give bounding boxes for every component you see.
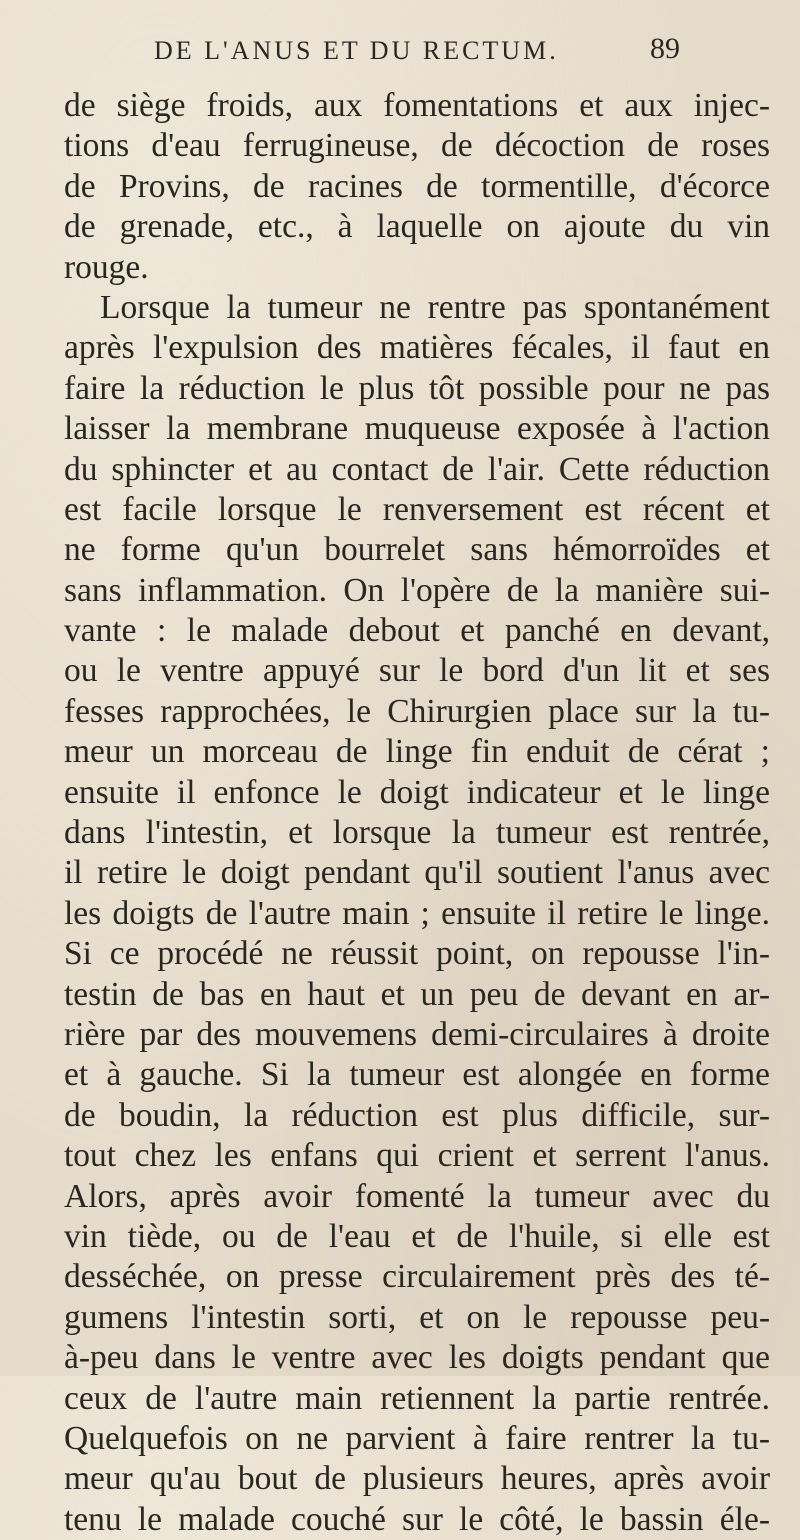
text-line: tenu le malade couché sur le côté, le bassin éle-	[64, 1500, 770, 1538]
text-line: vante : le malade debout et panché en devant,	[64, 612, 770, 650]
text-line: à-peu dans le ventre avec les doigts pendant que	[64, 1339, 770, 1377]
body-text	[64, 86, 770, 1540]
text-line: de siège froids, aux fomentations et aux injec-	[64, 87, 770, 124]
text-line: du sphincter et au contact de l'air. Cette réduction	[64, 450, 770, 488]
text-line: il retire le doigt pendant qu'il soutient l'anus avec	[64, 854, 770, 892]
text-line: tions d'eau ferrugineuse, de décoction de roses	[64, 127, 770, 165]
text-line: de Provins, de racines de tormentille, d'écorce	[64, 167, 770, 205]
running-head	[140, 30, 680, 70]
text-line: faire la réduction le plus tôt possible pour ne pas	[64, 369, 770, 407]
text-line: meur qu'au bout de plusieurs heures, après avoir	[64, 1460, 770, 1498]
text-line: tout chez les enfans qui crient et serrent l'anus.	[64, 1137, 770, 1175]
text-line: Si ce procédé ne réussit point, on repousse l'in-	[64, 935, 770, 973]
text-line: ne forme qu'un bourrelet sans hémorroïdes et	[64, 531, 770, 569]
text-line: les doigts de l'autre main ; ensuite il retire le linge.	[64, 894, 770, 932]
text-line: de boudin, la réduction est plus difficile, sur-	[64, 1096, 770, 1134]
text-line: fesses rapprochées, le Chirurgien place sur la tu-	[64, 692, 770, 730]
text-line: gumens l'intestin sorti, et on le repousse peu-	[64, 1298, 770, 1336]
text-line: rière par des mouvemens demi-circulaires à droite	[64, 1015, 770, 1053]
text-line: après l'expulsion des matières fécales, il faut en	[64, 329, 770, 367]
text-line: testin de bas en haut et un peu de devant en ar-	[64, 975, 770, 1013]
text-line: Quelquefois on ne parvient à faire rentrer la tu-	[64, 1419, 770, 1457]
text-line: de grenade, etc., à laquelle on ajoute du vin	[64, 208, 770, 246]
page-number: 89	[650, 32, 680, 65]
text-line: meur un morceau de linge fin enduit de cérat ;	[64, 733, 770, 771]
text-line: ensuite il enfonce le doigt indicateur et le linge	[64, 773, 770, 811]
text-line: desséchée, on presse circulairement près des té-	[64, 1258, 770, 1296]
text-line: laisser la membrane muqueuse exposée à l'action	[64, 410, 770, 448]
text-line: vin tiède, ou de l'eau et de l'huile, si elle est	[64, 1217, 770, 1255]
text-line: ou le ventre appuyé sur le bord d'un lit et ses	[64, 652, 770, 690]
text-line: ceux de l'autre main retiennent la partie rentrée.	[64, 1379, 770, 1417]
running-title: DE L'ANUS ET DU RECTUM.	[154, 36, 559, 65]
text-line: dans l'intestin, et lorsque la tumeur est rentrée,	[64, 814, 770, 852]
text-line: sans inflammation. On l'opère de la manière sui-	[64, 571, 770, 609]
text-line: Lorsque la tumeur ne rentre pas spontanément	[100, 288, 770, 326]
text-line: est facile lorsque le renversement est récent et	[64, 490, 770, 528]
text-line: et à gauche. Si la tumeur est alongée en forme	[64, 1056, 770, 1094]
text-line: rouge.	[64, 248, 149, 286]
text-line: Alors, après avoir fomenté la tumeur avec du	[64, 1177, 770, 1215]
